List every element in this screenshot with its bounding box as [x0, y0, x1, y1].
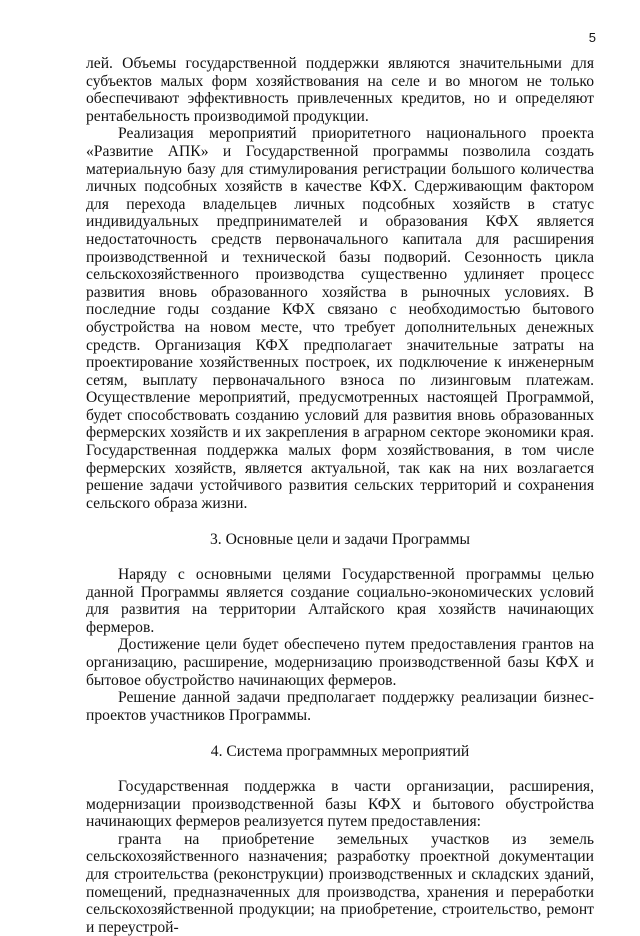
paragraph: Решение данной задачи предполагает поддержку реализации бизнес-проектов участников Программы. — [86, 689, 594, 724]
paragraph: Наряду с основными целями Государственной программы целью данной Программы является создание социально-экономических условий для развития на территории Алтайского края хозяйств начинающих фермеров. — [86, 566, 594, 636]
section-heading: 4. Система программных мероприятий — [210, 743, 470, 761]
paragraph: Реализация мероприятий приоритетного национального проекта «Развитие АПК» и Государственной программы позволила создать материальную базу для стимулирования регистрации большого количества личных подсобных хозяйств в качестве КФХ. Сдерживающим фактором для перехода владельцев личных подсобных хозяйств в статус индивидуальных предпринимателей и образования КФХ является недостаточность средств первоначального капитала для расширения производственной и технической базы подворий. Сезонность цикла сельскохозяйственного производства существенно удлиняет процесс развития вновь образованного хозяйства в рыночных условиях. В последние годы создание КФХ связано с необходимостью бытового обустройства на новом месте, что требует дополнительных денежных средств. Организация КФХ предполагает значительные затраты на проектирование хозяйственных построек, их подключение к инженерным сетям, выплату первоначального взноса по лизинговым платежам. Осуществление мероприятий, предусмотренных настоящей Программой, будет способствовать созданию условий для развития вновь образованных фермерских хозяйств и их закрепления в аграрном секторе экономики края. Государственная поддержка малых форм хозяйствования, в том числе фермерских хозяйств, является актуальной, так как на них возлагается решение задачи устойчивого развития сельских территорий и сохранения сельского образа жизни. — [86, 125, 594, 512]
paragraph: Государственная поддержка в части организации, расширения, модернизации производственной базы КФХ и бытового обустройства начинающих фермеров реализуется путем предоставления: — [86, 777, 594, 831]
page-number: 5 — [588, 30, 596, 45]
section-heading: 3. Основные цели и задачи Программы — [209, 531, 471, 549]
paragraph: гранта на приобретение земельных участков из земель сельскохозяйственного назначения; разработку проектной документации для строительства (реконструкции) производственных и складских зданий, помещений, предназначенных для производства, хранения и переработки сельскохозяйственной продукции; на приобретение, строительство, ремонт и переустрой- — [86, 830, 594, 936]
paragraph: Достижение цели будет обеспечено путем предоставления грантов на организацию, расширение, модернизацию производственной базы КФХ и бытовое обустройство начинающих фермеров. — [86, 636, 594, 689]
paragraph: лей. Объемы государственной поддержки являются значительными для субъектов малых форм хозяйствования на селе и во многом не только обеспечивают эффективность привлеченных кредитов, но и определяют рентабельность производимой продукции. — [86, 55, 594, 125]
document-body — [86, 55, 594, 936]
